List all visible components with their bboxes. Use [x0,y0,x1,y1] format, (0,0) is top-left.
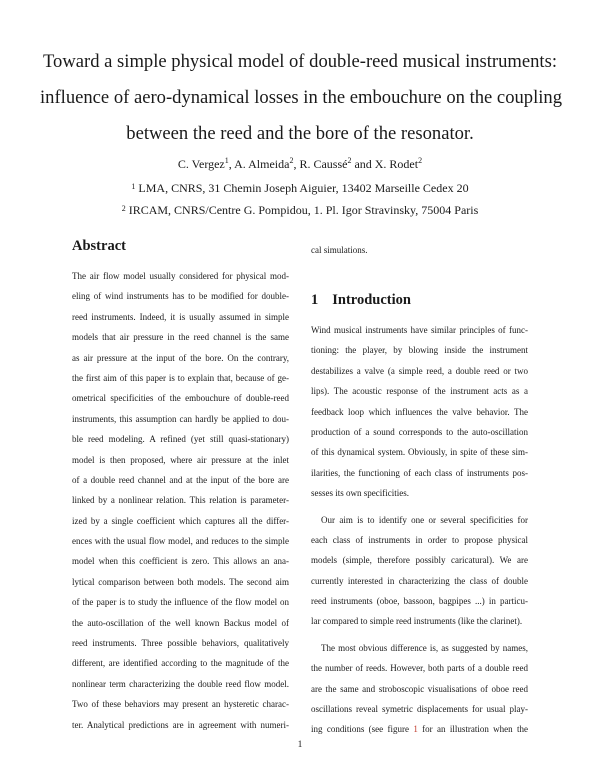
abstract-line: eling of wind instruments has to be modified for double- [72,291,289,302]
abstract-line: nonlinear term characterizing the double reed flow model. [72,678,289,689]
intro-line: production of a sound corresponds to the auto-oscillation [311,426,528,437]
abstract-line: model when this coefficient is zero. This allows an ana- [72,556,289,567]
author-separator: , [228,157,235,171]
intro-line: are the same and stroboscopic visualisations of oboe reed [311,683,528,694]
paper-title [40,44,563,152]
abstract-line: model is then proposed, where air pressure at the inlet [72,454,289,465]
intro-text: for an illustration when the [417,724,528,735]
title-line-3: between the reed and the bore of the resonator. [126,123,474,144]
abstract-line: models that air pressure in the reed channel is the same [72,332,289,343]
affiliation-mark: 1 [131,182,136,191]
author-list [0,154,600,171]
author-separator: and [351,157,375,171]
abstract-line: reed instruments. Indeed, it is usually assumed in simple [72,311,289,322]
abstract-line: lytical comparison between both models. The second aim [72,576,289,587]
section-title: Introduction [332,292,411,308]
abstract-line: ter. Analytical predictions are in agreement with numeri- [72,719,289,730]
intro-line: models (simple, therefore possibly caricatural). We are [311,555,528,566]
intro-line: destabilizes a valve (a simple reed, a double reed or two [311,365,528,376]
intro-line: sesses its own specificities. [311,488,409,499]
title-line-2: influence of aero-dynamical losses in the embouchure on the coupling [40,87,563,108]
intro-line: each class of instruments in order to propose physical [311,534,528,545]
figure-reference-link[interactable]: 1 [413,724,418,735]
abstract-line: the first aim of this paper is to explain that, because of ge- [72,372,289,383]
introduction-heading [311,292,411,309]
abstract-body [72,266,289,735]
intro-line: lips). The acoustic response of the instrument acts as a [311,386,528,397]
intro-line: of this dynamical system. Obviously, in spite of these sim- [311,447,528,458]
intro-line: Our aim is to identify one or several specificities for [321,514,528,525]
intro-line: The most obvious difference is, as suggested by names, [321,642,528,653]
author-affiliation-mark: 2 [347,156,352,165]
author-name: X. Rodet [374,157,419,171]
abstract-line: the auto-oscillation of the well known Backus model of [72,617,289,628]
intro-line: oscillations reveal symetric displacements for usual play- [311,704,528,715]
abstract-line: ences with the usual flow model, and reduces to the simple [72,536,289,547]
author-name: A. Almeida [234,157,290,171]
affiliation-mark: 2 [121,204,126,213]
abstract-line: cal simulations. [311,245,368,255]
intro-line: lar compared to simple reed instruments (like the clarinet). [311,616,523,627]
abstract-line: different, are identified according to the magnitude of the [72,658,289,669]
affiliation-1 [0,180,600,195]
intro-line: feedback loop which influences the valve behavior. The [311,406,528,417]
abstract-line: instruments, this assumption can hardly be applied to dou- [72,413,289,424]
abstract-line: as air pressure at the input of the bore. On the contrary, [72,352,289,363]
abstract-line: Two of these behaviors may present an hysteretic charac- [72,699,289,710]
intro-line: Wind musical instruments have similar principles of func- [311,325,528,335]
abstract-line: ble reed modeling. A refined (yet still quasi-stationary) [72,434,289,445]
abstract-line: of the paper is to study the influence of the flow model on [72,597,289,608]
author-affiliation-mark: 2 [418,156,423,165]
title-line-1: Toward a simple physical model of double-reed musical instruments: [42,51,558,72]
author-affiliation-mark: 1 [224,156,229,165]
intro-line: currently interested in characterizing the class of double [311,575,528,586]
intro-text: ing conditions (see figure [311,724,414,735]
page-number: 1 [297,740,303,750]
abstract-line: of a double reed channel and at the input of the bore are [72,474,289,485]
section-number: 1 [311,292,319,308]
introduction-body [311,320,528,740]
author-affiliation-mark: 2 [289,156,294,165]
intro-line: reed instruments (oboe, bassoon, bagpipes ...) in particu- [311,596,528,607]
abstract-continuation [311,240,528,260]
abstract-line: linked by a nonlinear relation. This relation is parameter- [72,495,289,506]
intro-line: the number of reeds. However, both parts of a double reed [311,663,528,674]
intro-line: ilarities, the functioning of each class of instruments pos- [311,467,528,478]
intro-line [311,719,528,739]
abstract-heading: Abstract [72,238,126,254]
affiliation-text: IRCAM, CNRS/Centre G. Pompidou, 1. Pl. Igor Stravinsky, 75004 Paris [128,203,479,217]
author-separator: , [293,157,300,171]
affiliation-2 [0,202,600,217]
abstract-line: ized by a single coefficient which captures all the differ- [72,515,289,526]
abstract-line: reed instruments. Three possible behaviors, qualitatively [72,638,289,649]
affiliation-text: LMA, CNRS, 31 Chemin Joseph Aiguier, 13402 Marseille Cedex 20 [138,181,469,195]
abstract-line: The air flow model usually considered for physical mod- [72,271,289,281]
author-name: C. Vergez [177,157,225,171]
intro-line: tioning: the player, by blowing inside the instrument [311,345,528,356]
author-name: R. Caussé [299,157,348,171]
abstract-line: ometrical specificities of the embouchure of double-reed [72,393,289,404]
